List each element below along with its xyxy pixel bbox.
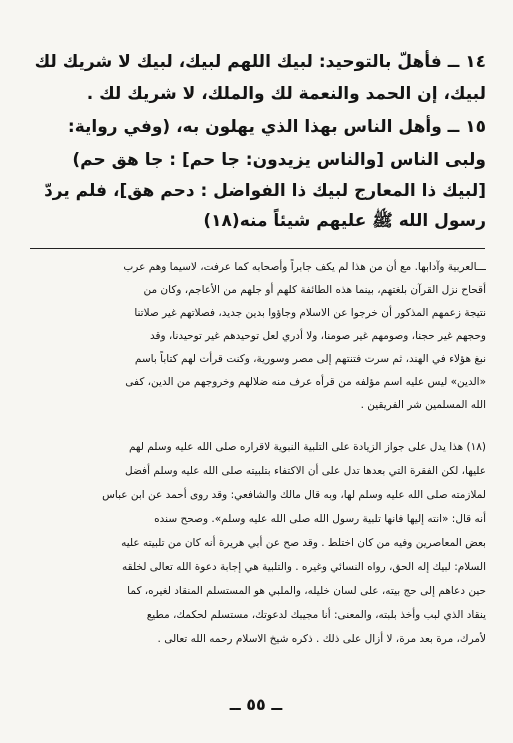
footnote-line: عليها، لكن الفقرة التي بعدها تدل على أن الاكتفاء بتلبيته صلى الله عليه وسلم أفضل — [125, 465, 486, 477]
footnote-line: لملازمته صلى الله عليه وسلم لها، وبه قال مالك والشافعي: وقد روى أحمد عن ابن عباس — [102, 489, 486, 501]
footnote-line: حين دعاهم إلى حج بيته، على لسان خليله، والملبي هو المستسلم المنقاد لغيره، كما — [127, 585, 486, 597]
footnote-line: أقحاح نزل القرآن بلغتهم، بينما هذه الطائفة كلهم أو جلهم من الأعاجم، وكان من — [143, 284, 486, 296]
page-number: ــ ٥٥ ــ — [229, 695, 283, 714]
footnote-line: (١٨) هذا يدل على جواز الزيادة على التلبية النبوية لاقراره صلى الله عليه وسلم لهم — [128, 441, 486, 453]
footnote-line: «الدين» ليس عليه اسم مؤلفه من قرأه عرف منه ضلالهم وخروجهم من الدين، كفى — [125, 376, 486, 388]
footnote-line: ـــالعربية وآدابها. مع أن من هذا لم يكف جابراً وأصحابه كما عرفت، لاسيما وهم عرب — [123, 261, 486, 273]
footnote-line: ينقاد الذي لبب وأخذ بلبته، والمعنى: أنا مجيبك لدعوتك، مستسلم لحكمك، مطيع — [146, 609, 486, 621]
main-text-line: ولبى الناس [والناس يزيدون: جا حم] : جا هق حم) — [72, 150, 486, 170]
footnote-line: لأمرك، مرة بعد مرة، لا أزال على ذلك . ذكره شيخ الاسلام رحمه الله تعالى . — [157, 633, 486, 645]
main-text-line: رسول الله ﷺ عليهم شيئاً منه(١٨) — [203, 211, 486, 231]
main-text-line: [لبيك ذا المعارج لبيك ذا الفواضل : دحم هق]، فلم يردّ — [44, 181, 486, 201]
footnote-line: نتيجة زعمهم المذكور أن خرجوا عن الاسلام وجاؤوا بدين جديد، فصلاتهم غير صلاتنا — [134, 307, 486, 319]
main-text-line: لبيك، إن الحمد والنعمة لك والملك، لا شريك لك . — [86, 84, 486, 104]
footnote-line: نبغ هؤلاء في الهند، ثم سرت فتنتهم إلى مصر وسورية، وكنت قرأت لهم كتاباً باسم — [134, 353, 486, 365]
footnote-separator — [30, 248, 485, 249]
main-text-line: ١٤ ــ فأهلّ بالتوحيد: لبيك اللهم لبيك، لبيك لا شريك لك — [34, 52, 486, 72]
footnote-line: بعض المعاصرين وفيه من كان اختلط . وقد صح عن أبي هريرة أنه كان من تلبيته عليه — [121, 537, 486, 549]
footnote-line: أنه قال: «انته إليها فانها تلبية رسول الله صلى الله عليه وسلم». وصحح سنده — [154, 513, 486, 525]
footnote-line: وحجهم غير حجنا، وصومهم غير صومنا، ولا أدري لعل توحيدهم غير توحيدنا، وقد — [149, 330, 486, 342]
footnote-line: السلام: لبيك إله الحق، رواه النسائي وغيره . والتلبية هي إجابة دعوة الله تعالى لخلقه — [122, 561, 486, 573]
main-text-line: ١٥ ــ وأهل الناس بهذا الذي يهلون به، (وفي رواية: — [67, 117, 486, 137]
footnote-line: الله المسلمين شر الفريقين . — [360, 399, 486, 411]
